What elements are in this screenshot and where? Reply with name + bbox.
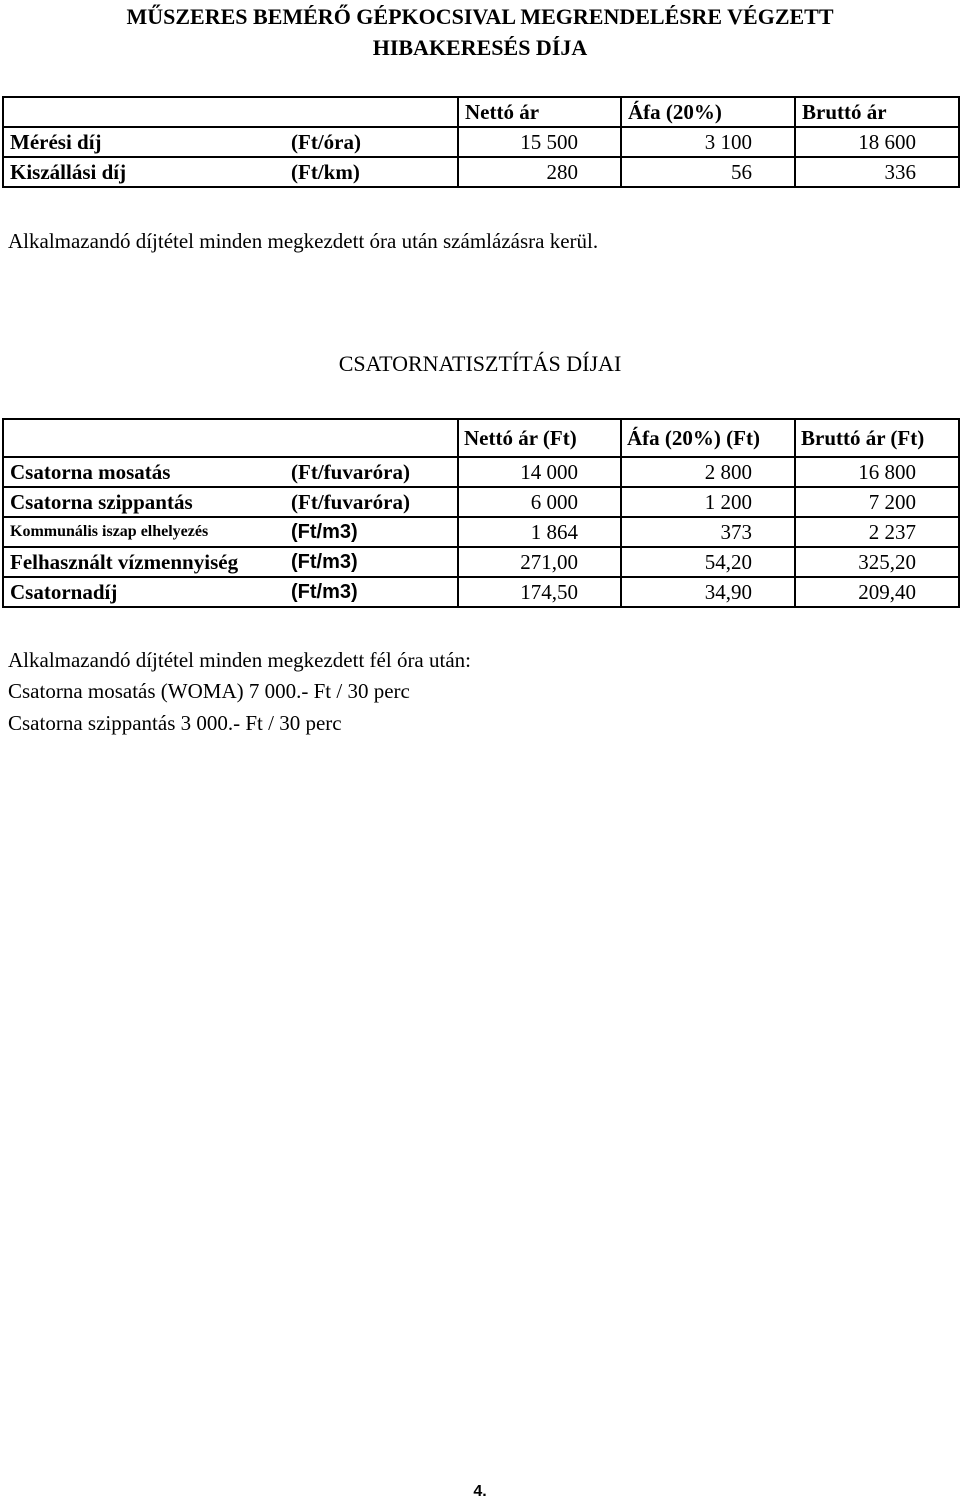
- gross-price-cell: 336: [795, 157, 959, 187]
- table-row: [3, 517, 959, 547]
- header-blank-cell: [289, 97, 458, 127]
- row-unit: (Ft/fuvaróra): [289, 487, 458, 517]
- vat-cell: 54,20: [621, 547, 795, 577]
- table-row: [3, 547, 959, 577]
- suction-rate-note: Csatorna szippantás 3 000.- Ft / 30 perc: [8, 711, 342, 735]
- row-unit: (Ft/m3): [289, 517, 458, 547]
- vat-cell: 2 800: [621, 457, 795, 487]
- header-gross-price: Bruttó ár (Ft): [795, 419, 959, 457]
- row-label: Csatorna szippantás: [3, 487, 289, 517]
- table-header-row: [3, 97, 959, 127]
- header-vat: Áfa (20%) (Ft): [621, 419, 795, 457]
- document-title-line-2: HIBAKERESÉS DÍJA: [372, 35, 588, 60]
- row-label: Mérési díj: [3, 127, 289, 157]
- gross-price-cell: 325,20: [795, 547, 959, 577]
- row-label: Kiszállási díj: [3, 157, 289, 187]
- row-label: Kommunális iszap elhelyezés: [3, 517, 289, 547]
- net-price-cell: 280: [458, 157, 621, 187]
- header-blank-cell: [3, 97, 289, 127]
- row-label: Felhasznált vízmennyiség: [3, 547, 289, 577]
- vat-cell: 373: [621, 517, 795, 547]
- vat-cell: 56: [621, 157, 795, 187]
- net-price-cell: 14 000: [458, 457, 621, 487]
- table-row: [3, 577, 959, 607]
- table-row: [3, 457, 959, 487]
- header-vat: Áfa (20%): [621, 97, 795, 127]
- row-unit: (Ft/fuvaróra): [289, 457, 458, 487]
- net-price-cell: 1 864: [458, 517, 621, 547]
- row-unit: (Ft/km): [289, 157, 458, 187]
- billing-note: Alkalmazandó díjtétel minden megkezdett óra után számlázásra kerül.: [8, 229, 599, 253]
- row-unit: (Ft/m3): [289, 577, 458, 607]
- gross-price-cell: 18 600: [795, 127, 959, 157]
- row-label: Csatorna mosatás: [3, 457, 289, 487]
- gross-price-cell: 7 200: [795, 487, 959, 517]
- vat-cell: 3 100: [621, 127, 795, 157]
- net-price-cell: 271,00: [458, 547, 621, 577]
- gross-price-cell: 209,40: [795, 577, 959, 607]
- net-price-cell: 6 000: [458, 487, 621, 517]
- vat-cell: 34,90: [621, 577, 795, 607]
- sewer-cleaning-fee-table: [2, 418, 960, 608]
- gross-price-cell: 2 237: [795, 517, 959, 547]
- net-price-cell: 15 500: [458, 127, 621, 157]
- header-blank-cell: [3, 419, 289, 457]
- section-title-sewer-cleaning: CSATORNATISZTÍTÁS DÍJAI: [338, 351, 622, 376]
- page-number: 4.: [473, 1483, 487, 1500]
- half-hour-note: Alkalmazandó díjtétel minden megkezdett fél óra után:: [8, 648, 471, 672]
- measurement-fee-table: [2, 96, 960, 188]
- table-row: [3, 487, 959, 517]
- document-title-line-1: MŰSZERES BEMÉRŐ GÉPKOCSIVAL MEGRENDELÉSRE VÉGZETT: [126, 4, 834, 29]
- gross-price-cell: 16 800: [795, 457, 959, 487]
- net-price-cell: 174,50: [458, 577, 621, 607]
- table-row: [3, 157, 959, 187]
- header-net-price: Nettó ár: [458, 97, 621, 127]
- table-row: [3, 127, 959, 157]
- row-unit: (Ft/óra): [289, 127, 458, 157]
- woma-rate-note: Csatorna mosatás (WOMA) 7 000.- Ft / 30 perc: [8, 679, 410, 703]
- header-blank-cell: [289, 419, 458, 457]
- vat-cell: 1 200: [621, 487, 795, 517]
- row-unit: (Ft/m3): [289, 547, 458, 577]
- row-label: Csatornadíj: [3, 577, 289, 607]
- table-header-row: [3, 419, 959, 457]
- header-net-price: Nettó ár (Ft): [458, 419, 621, 457]
- header-gross-price: Bruttó ár: [795, 97, 959, 127]
